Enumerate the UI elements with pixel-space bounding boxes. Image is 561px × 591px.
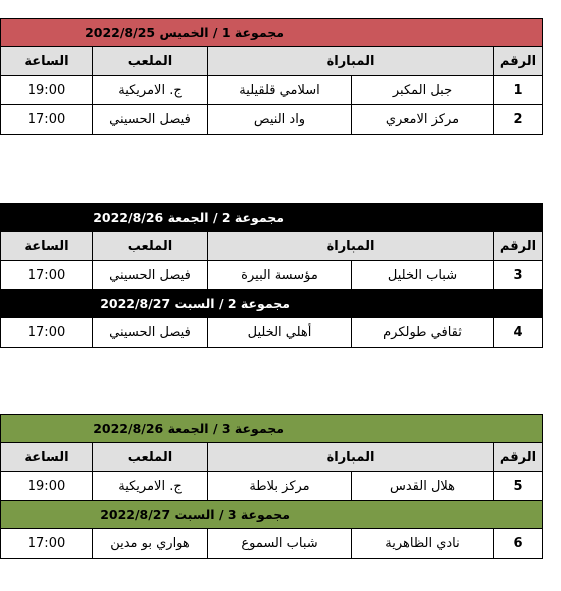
group3-banner-friday: [1, 415, 542, 443]
group2-header-row: [1, 232, 542, 261]
header-venue: الملعب: [93, 232, 208, 260]
group1-banner: [1, 19, 542, 47]
match-away-team: اسلامي قلقيلية: [208, 76, 352, 104]
table-row: [1, 261, 542, 290]
match-home-team: هلال القدس: [352, 472, 494, 500]
match-time: 19:00: [1, 472, 93, 500]
header-match: المباراة: [208, 47, 494, 75]
group3-table: [0, 414, 543, 559]
match-number: 1: [513, 82, 523, 98]
group3-banner-saturday: [1, 501, 542, 529]
group2-table: [0, 203, 543, 348]
match-time: 19:00: [1, 76, 93, 104]
header-time: الساعة: [1, 443, 93, 471]
header-venue: الملعب: [93, 443, 208, 471]
match-home-team: ثقافي طولكرم: [352, 318, 494, 347]
match-away-team: شباب السموع: [208, 529, 352, 558]
header-match: المباراة: [208, 443, 494, 471]
group3-header-row: [1, 443, 542, 472]
header-number: الرقم: [499, 238, 537, 254]
table-row: [1, 105, 542, 134]
group2-banner-saturday-text: مجموعة 2 / السبت 2022/8/27: [100, 296, 290, 311]
group3-banner-friday-text: مجموعة 3 / الجمعة 2022/8/26: [93, 421, 284, 436]
match-venue: فيصل الحسيني: [93, 105, 208, 134]
match-home-team: شباب الخليل: [352, 261, 494, 289]
match-venue: فيصل الحسيني: [93, 318, 208, 347]
match-away-team: مركز بلاطة: [208, 472, 352, 500]
match-number: 4: [513, 325, 523, 340]
group3-banner-saturday-text: مجموعة 3 / السبت 2022/8/27: [100, 507, 290, 522]
match-venue: ج. الامريكية: [93, 76, 208, 104]
match-away-team: مؤسسة البيرة: [208, 261, 352, 289]
match-away-team: أهلي الخليل: [208, 318, 352, 347]
group2-banner-friday: [1, 204, 542, 232]
header-number: الرقم: [499, 449, 537, 465]
group1-banner-text: مجموعة 1 / الخميس 2022/8/25: [85, 25, 284, 40]
group2-banner-saturday: [1, 290, 542, 318]
header-number: الرقم: [499, 53, 537, 69]
match-number: 3: [513, 267, 523, 283]
table-row: [1, 529, 542, 558]
group1-header-row: [1, 47, 542, 76]
table-row: [1, 472, 542, 501]
match-number: 2: [513, 112, 523, 127]
group1-table: [0, 18, 543, 135]
match-number: 6: [513, 536, 523, 551]
header-venue: الملعب: [93, 47, 208, 75]
table-row: [1, 318, 542, 347]
match-number: 5: [513, 478, 523, 494]
header-time: الساعة: [1, 232, 93, 260]
match-home-team: جبل المكبر: [352, 76, 494, 104]
match-away-team: واد النيص: [208, 105, 352, 134]
match-time: 17:00: [1, 261, 93, 289]
match-home-team: مركز الامعري: [352, 105, 494, 134]
match-venue: فيصل الحسيني: [93, 261, 208, 289]
match-home-team: نادي الظاهرية: [352, 529, 494, 558]
match-venue: ج. الامريكية: [93, 472, 208, 500]
group2-banner-friday-text: مجموعة 2 / الجمعة 2022/8/26: [93, 210, 284, 225]
table-row: [1, 76, 542, 105]
header-match: المباراة: [208, 232, 494, 260]
match-time: 17:00: [1, 318, 93, 347]
match-time: 17:00: [1, 529, 93, 558]
match-venue: هواري بو مدين: [93, 529, 208, 558]
match-time: 17:00: [1, 105, 93, 134]
header-time: الساعة: [1, 47, 93, 75]
